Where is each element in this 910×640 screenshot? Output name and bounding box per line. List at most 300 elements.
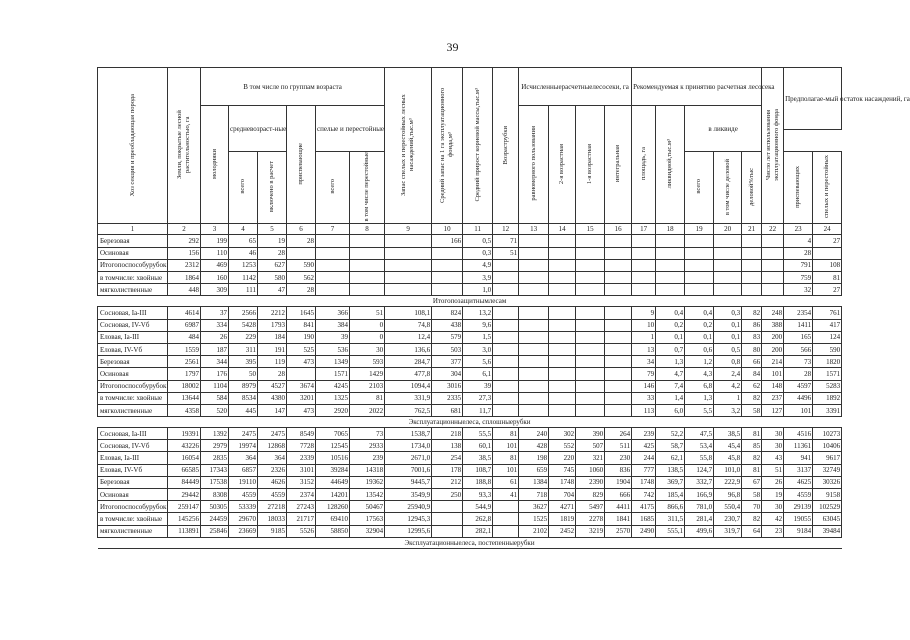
table-cell: 58,7 xyxy=(656,440,685,452)
table-cell xyxy=(493,343,519,355)
col-mid-total-header: всего xyxy=(229,152,258,224)
table-cell: 2920 xyxy=(316,404,350,416)
table-cell xyxy=(656,247,685,259)
row-label: мягколиственные xyxy=(98,284,168,296)
table-cell xyxy=(493,331,519,343)
table-cell xyxy=(742,235,762,247)
table-cell: 101 xyxy=(493,440,519,452)
table-cell: 473 xyxy=(287,356,316,368)
table-cell: 2339 xyxy=(287,452,316,464)
table-cell xyxy=(519,247,549,259)
column-number: 21 xyxy=(742,224,762,235)
table-cell: 469 xyxy=(201,259,229,271)
table-cell: 4496 xyxy=(784,392,813,404)
table-cell: 37 xyxy=(201,307,229,319)
table-cell: 23 xyxy=(762,525,784,537)
table-cell: 1904 xyxy=(605,476,632,488)
table-cell xyxy=(576,235,605,247)
table-cell: 438 xyxy=(432,319,463,331)
col-age-groups-header: В том числе по группам возраста xyxy=(201,68,385,106)
column-number: 20 xyxy=(714,224,742,235)
table-cell: 417 xyxy=(813,319,842,331)
table-cell: 0,4 xyxy=(656,307,685,319)
table-cell: 248 xyxy=(762,307,784,319)
table-cell: 14318 xyxy=(350,464,385,476)
table-cell: 4626 xyxy=(258,476,287,488)
table-cell xyxy=(549,404,576,416)
table-cell: 1820 xyxy=(813,356,842,368)
table-cell: 507 xyxy=(576,440,605,452)
table-cell: 562 xyxy=(287,272,316,284)
table-cell: 4358 xyxy=(168,404,201,416)
table-cell: 10273 xyxy=(813,428,842,440)
table-cell: 84449 xyxy=(168,476,201,488)
table-cell: 1797 xyxy=(168,368,201,380)
table-cell: 237 xyxy=(762,392,784,404)
table-cell xyxy=(316,247,350,259)
table-cell: 4271 xyxy=(549,501,576,513)
table-cell: 19362 xyxy=(350,476,385,488)
table-cell: 395 xyxy=(229,356,258,368)
table-cell: 0,2 xyxy=(656,319,685,331)
table-cell xyxy=(385,235,432,247)
table-cell: 2278 xyxy=(576,513,605,525)
col-area-header: Земли, покрытые лесной растительностью, га xyxy=(168,68,201,224)
table-cell xyxy=(350,259,385,271)
table-cell: 46 xyxy=(229,247,258,259)
table-cell: 364 xyxy=(258,452,287,464)
table-cell: 81 xyxy=(350,392,385,404)
table-cell: 12945,3 xyxy=(385,513,432,525)
table-cell: 331,9 xyxy=(385,392,432,404)
row-label: Осиновая xyxy=(98,489,168,501)
table-cell: 6,8 xyxy=(685,380,714,392)
table-cell: 584 xyxy=(201,392,229,404)
table-cell: 2570 xyxy=(605,525,632,537)
table-cell: 369,7 xyxy=(656,476,685,488)
table-cell: 1104 xyxy=(201,380,229,392)
table-cell: 30326 xyxy=(813,476,842,488)
table-cell: 66 xyxy=(742,356,762,368)
table-cell: 0 xyxy=(350,319,385,331)
table-cell xyxy=(605,331,632,343)
table-header xyxy=(98,68,910,235)
table-cell xyxy=(656,272,685,284)
table-row xyxy=(98,525,842,537)
table-cell: 550,4 xyxy=(714,501,742,513)
table-cell xyxy=(519,392,549,404)
table-cell: 9 xyxy=(632,307,656,319)
table-cell: 23669 xyxy=(229,525,258,537)
table-cell: 3,0 xyxy=(463,343,493,355)
table-cell: 47,5 xyxy=(685,428,714,440)
table-row xyxy=(98,489,842,501)
table-cell: 659 xyxy=(519,464,549,476)
table-cell: 1392 xyxy=(201,428,229,440)
table-cell: 1571 xyxy=(316,368,350,380)
table-cell: 254 xyxy=(432,452,463,464)
table-cell: 198 xyxy=(519,452,549,464)
col-age2-header: 2-я возрастная xyxy=(549,106,576,224)
table-cell xyxy=(742,247,762,259)
table-cell xyxy=(493,513,519,525)
table-cell xyxy=(549,272,576,284)
row-label: Березовая xyxy=(98,476,168,488)
table-cell: 0,4 xyxy=(685,307,714,319)
table-cell: 2452 xyxy=(549,525,576,537)
table-cell: 503 xyxy=(432,343,463,355)
table-cell: 520 xyxy=(201,404,229,416)
column-number: 24 xyxy=(813,224,842,235)
table-cell: 13644 xyxy=(168,392,201,404)
table-cell: 13 xyxy=(632,343,656,355)
column-number: 16 xyxy=(605,224,632,235)
table-cell: 3219 xyxy=(576,525,605,537)
table-row xyxy=(98,452,842,464)
table-cell xyxy=(350,247,385,259)
table-cell: 3101 xyxy=(287,464,316,476)
column-number: 9 xyxy=(385,224,432,235)
table-cell: 666 xyxy=(605,489,632,501)
table-cell: 9185 xyxy=(258,525,287,537)
table-cell: 27243 xyxy=(287,501,316,513)
table-cell: 240 xyxy=(519,428,549,440)
table-cell: 191 xyxy=(258,343,287,355)
table-cell: 1571 xyxy=(813,368,842,380)
table-cell xyxy=(605,284,632,296)
table-cell: 176 xyxy=(201,368,229,380)
col-middle-aged-header: средневозраст-ные xyxy=(229,106,287,152)
table-cell xyxy=(549,319,576,331)
table-cell: 544,9 xyxy=(463,501,493,513)
table-cell: 2335 xyxy=(432,392,463,404)
table-cell: 101 xyxy=(493,464,519,476)
table-cell: 13542 xyxy=(350,489,385,501)
table-cell: 4,7 xyxy=(656,368,685,380)
table-cell: 2475 xyxy=(229,428,258,440)
table-cell: 1,3 xyxy=(685,392,714,404)
section-heading: Эксплуатационныелеса, сплошныерубки xyxy=(98,417,842,428)
table-cell: 30 xyxy=(762,428,784,440)
table-cell: 3,9 xyxy=(463,272,493,284)
col-incl-business-header: в том числе деловой xyxy=(714,152,742,224)
table-cell: 0,8 xyxy=(714,356,742,368)
column-number: 4 xyxy=(229,224,258,235)
table-cell xyxy=(493,319,519,331)
table-cell xyxy=(385,259,432,271)
column-number: 7 xyxy=(316,224,350,235)
table-cell: 39484 xyxy=(813,525,842,537)
table-cell: 1748 xyxy=(632,476,656,488)
table-cell xyxy=(493,272,519,284)
table-cell: 1793 xyxy=(258,319,287,331)
table-cell xyxy=(493,259,519,271)
col-rotation-header: Возраструбки xyxy=(493,68,519,224)
table-cell: 21717 xyxy=(287,513,316,525)
table-cell: 83 xyxy=(742,331,762,343)
col-age1-header: 1-я возрастная xyxy=(576,106,605,224)
table-cell: 742 xyxy=(632,489,656,501)
table-cell xyxy=(685,272,714,284)
table-cell: 38,5 xyxy=(463,452,493,464)
table-cell: 525 xyxy=(287,343,316,355)
column-number: 18 xyxy=(656,224,685,235)
table-cell xyxy=(605,307,632,319)
col-business-pct-header: деловой%тыс xyxy=(742,152,762,224)
table-cell: 1645 xyxy=(287,307,316,319)
row-label: Еловая, IV-Vб xyxy=(98,343,168,355)
table-cell xyxy=(493,368,519,380)
table-cell: 2354 xyxy=(784,307,813,319)
table-cell: 32749 xyxy=(813,464,842,476)
table-cell xyxy=(762,272,784,284)
table-cell xyxy=(549,368,576,380)
table-cell xyxy=(714,235,742,247)
table-cell: 82 xyxy=(742,392,762,404)
col-even-use-header: равномерного пользования xyxy=(519,106,549,224)
table-cell: 185,4 xyxy=(656,489,685,501)
table-cell: 84 xyxy=(742,368,762,380)
table-cell: 200 xyxy=(762,343,784,355)
table-cell: 128260 xyxy=(316,501,350,513)
table-cell: 14201 xyxy=(316,489,350,501)
row-label: Сосновая, IV-Vб xyxy=(98,440,168,452)
table-row xyxy=(98,307,842,319)
table-cell: 30 xyxy=(762,501,784,513)
table-cell xyxy=(685,235,714,247)
table-cell: 4614 xyxy=(168,307,201,319)
table-cell: 4 xyxy=(784,235,813,247)
table-cell xyxy=(549,380,576,392)
table-cell: 53339 xyxy=(229,501,258,513)
table-cell: 63045 xyxy=(813,513,842,525)
table-cell: 19 xyxy=(762,489,784,501)
table-cell xyxy=(656,259,685,271)
table-cell: 188,8 xyxy=(463,476,493,488)
table-cell: 212 xyxy=(432,476,463,488)
table-cell xyxy=(287,368,316,380)
table-cell: 28 xyxy=(287,235,316,247)
table-cell xyxy=(605,404,632,416)
col-rem-mature-header: спелых и перестойных xyxy=(813,152,842,224)
row-label: Итогопоспособурубок xyxy=(98,501,168,513)
table-cell xyxy=(519,356,549,368)
table-cell: 29670 xyxy=(229,513,258,525)
table-cell xyxy=(519,284,549,296)
table-cell xyxy=(813,247,842,259)
col-avg-growth-header: Средний прирост корневой массы,тыс.м³ xyxy=(463,68,493,224)
table-cell: 1,0 xyxy=(463,284,493,296)
column-number: 22 xyxy=(762,224,784,235)
table-cell: 704 xyxy=(549,489,576,501)
table-cell: 6,1 xyxy=(463,368,493,380)
table-cell: 124 xyxy=(813,331,842,343)
table-cell xyxy=(549,259,576,271)
table-cell xyxy=(549,392,576,404)
table-cell: 4,9 xyxy=(463,259,493,271)
table-cell: 32904 xyxy=(350,525,385,537)
table-cell xyxy=(576,343,605,355)
table-cell: 81 xyxy=(493,428,519,440)
table-cell: 388 xyxy=(762,319,784,331)
table-cell: 377 xyxy=(432,356,463,368)
table-row xyxy=(98,247,842,259)
row-label: Сосновая, Ia-III xyxy=(98,428,168,440)
table-cell: 590 xyxy=(287,259,316,271)
table-cell: 759 xyxy=(784,272,813,284)
table-cell xyxy=(385,247,432,259)
column-number: 5 xyxy=(258,224,287,235)
table-row xyxy=(98,331,842,343)
table-cell: 6,0 xyxy=(656,404,685,416)
col-rec-area-header: площадь, га xyxy=(632,106,656,224)
table-cell: 10406 xyxy=(813,440,842,452)
table-cell: 580 xyxy=(258,272,287,284)
table-cell xyxy=(605,259,632,271)
table-cell xyxy=(742,272,762,284)
table-cell: 51 xyxy=(762,464,784,476)
table-cell: 156 xyxy=(168,247,201,259)
table-cell: 19110 xyxy=(229,476,258,488)
table-cell: 96,8 xyxy=(714,489,742,501)
table-cell: 74,8 xyxy=(385,319,432,331)
table-cell xyxy=(576,368,605,380)
table-cell: 110 xyxy=(201,247,229,259)
table-cell: 60,1 xyxy=(463,440,493,452)
row-label: Еловая, Ia-III xyxy=(98,331,168,343)
table-cell: 1142 xyxy=(229,272,258,284)
table-cell: 5526 xyxy=(287,525,316,537)
table-row xyxy=(98,259,842,271)
table-row xyxy=(98,404,842,416)
table-cell: 718 xyxy=(519,489,549,501)
col-liquid-header: в ликвиде xyxy=(685,106,762,152)
table-cell xyxy=(576,272,605,284)
table-cell: 19391 xyxy=(168,428,201,440)
table-cell: 108 xyxy=(813,259,842,271)
table-cell xyxy=(493,404,519,416)
section-heading: Эксплуатационныелеса, постепенныерубки xyxy=(98,537,842,548)
table-cell xyxy=(350,235,385,247)
table-cell: 85 xyxy=(742,440,762,452)
table-cell: 7728 xyxy=(287,440,316,452)
table-cell: 12,4 xyxy=(385,331,432,343)
table-cell xyxy=(685,247,714,259)
table-cell: 27 xyxy=(813,235,842,247)
table-cell: 425 xyxy=(632,440,656,452)
table-cell: 19 xyxy=(258,235,287,247)
table-cell: 1559 xyxy=(168,343,201,355)
table-cell: 2326 xyxy=(258,464,287,476)
table-row xyxy=(98,380,842,392)
table-cell: 160 xyxy=(201,272,229,284)
row-label: мягколиственные xyxy=(98,525,168,537)
table-cell xyxy=(549,331,576,343)
table-cell xyxy=(632,259,656,271)
table-cell xyxy=(576,404,605,416)
table-cell xyxy=(549,284,576,296)
table-cell: 473 xyxy=(287,404,316,416)
table-cell: 841 xyxy=(287,319,316,331)
table-cell xyxy=(632,235,656,247)
column-number: 13 xyxy=(519,224,549,235)
table-cell: 199 xyxy=(201,235,229,247)
table-cell xyxy=(632,272,656,284)
table-cell: 111 xyxy=(229,284,258,296)
col-recommended-header: Рекомендуемая к принятию расчетная лесосека xyxy=(632,68,762,106)
table-cell: 7,4 xyxy=(656,380,685,392)
table-cell: 9617 xyxy=(813,452,842,464)
table-cell: 5283 xyxy=(813,380,842,392)
table-cell: 364 xyxy=(229,452,258,464)
table-cell: 33 xyxy=(632,392,656,404)
table-cell: 593 xyxy=(350,356,385,368)
table-cell: 12545 xyxy=(316,440,350,452)
table-cell: 43226 xyxy=(168,440,201,452)
table-cell xyxy=(519,404,549,416)
table-cell: 259147 xyxy=(168,501,201,513)
table-cell: 250 xyxy=(432,489,463,501)
table-cell: 1685 xyxy=(632,513,656,525)
table-cell xyxy=(605,380,632,392)
table-cell: 2212 xyxy=(258,307,287,319)
table-cell: 0,5 xyxy=(714,343,742,355)
section-heading-row xyxy=(98,296,842,307)
column-number: 19 xyxy=(685,224,714,235)
table-cell: 4559 xyxy=(784,489,813,501)
row-label: Сосновая, IV-Vб xyxy=(98,319,168,331)
table-cell: 2490 xyxy=(632,525,656,537)
table-cell xyxy=(762,235,784,247)
table-cell xyxy=(605,356,632,368)
table-cell xyxy=(519,235,549,247)
column-number: 14 xyxy=(549,224,576,235)
table-cell: 73 xyxy=(350,428,385,440)
table-cell: 4245 xyxy=(316,380,350,392)
table-cell xyxy=(549,307,576,319)
table-cell: 147 xyxy=(258,404,287,416)
table-cell: 42 xyxy=(762,513,784,525)
table-cell: 70 xyxy=(742,501,762,513)
table-cell: 5428 xyxy=(229,319,258,331)
table-cell: 136,6 xyxy=(385,343,432,355)
table-cell: 28 xyxy=(784,247,813,259)
table-cell: 836 xyxy=(605,464,632,476)
table-cell: 28 xyxy=(287,284,316,296)
table-cell: 184 xyxy=(258,331,287,343)
row-label: в томчисле: хвойные xyxy=(98,272,168,284)
table-cell xyxy=(576,259,605,271)
row-label: Итогопоспособурубок xyxy=(98,380,168,392)
table-cell xyxy=(742,259,762,271)
table-cell xyxy=(605,319,632,331)
table-cell: 627 xyxy=(258,259,287,271)
table-cell xyxy=(714,259,742,271)
table-cell xyxy=(385,272,432,284)
table-row xyxy=(98,440,842,452)
table-cell: 81 xyxy=(493,452,519,464)
table-cell xyxy=(519,319,549,331)
col-mid-incl-header: включено в расчет xyxy=(258,152,287,224)
table-cell xyxy=(605,392,632,404)
table-cell: 8534 xyxy=(229,392,258,404)
table-cell: 428 xyxy=(519,440,549,452)
table-cell: 264 xyxy=(605,428,632,440)
col-years-header: Число лет использования эксплуатационного фонда xyxy=(762,68,784,224)
table-cell: 30 xyxy=(350,343,385,355)
table-cell: 38,5 xyxy=(714,428,742,440)
table-cell: 4411 xyxy=(605,501,632,513)
